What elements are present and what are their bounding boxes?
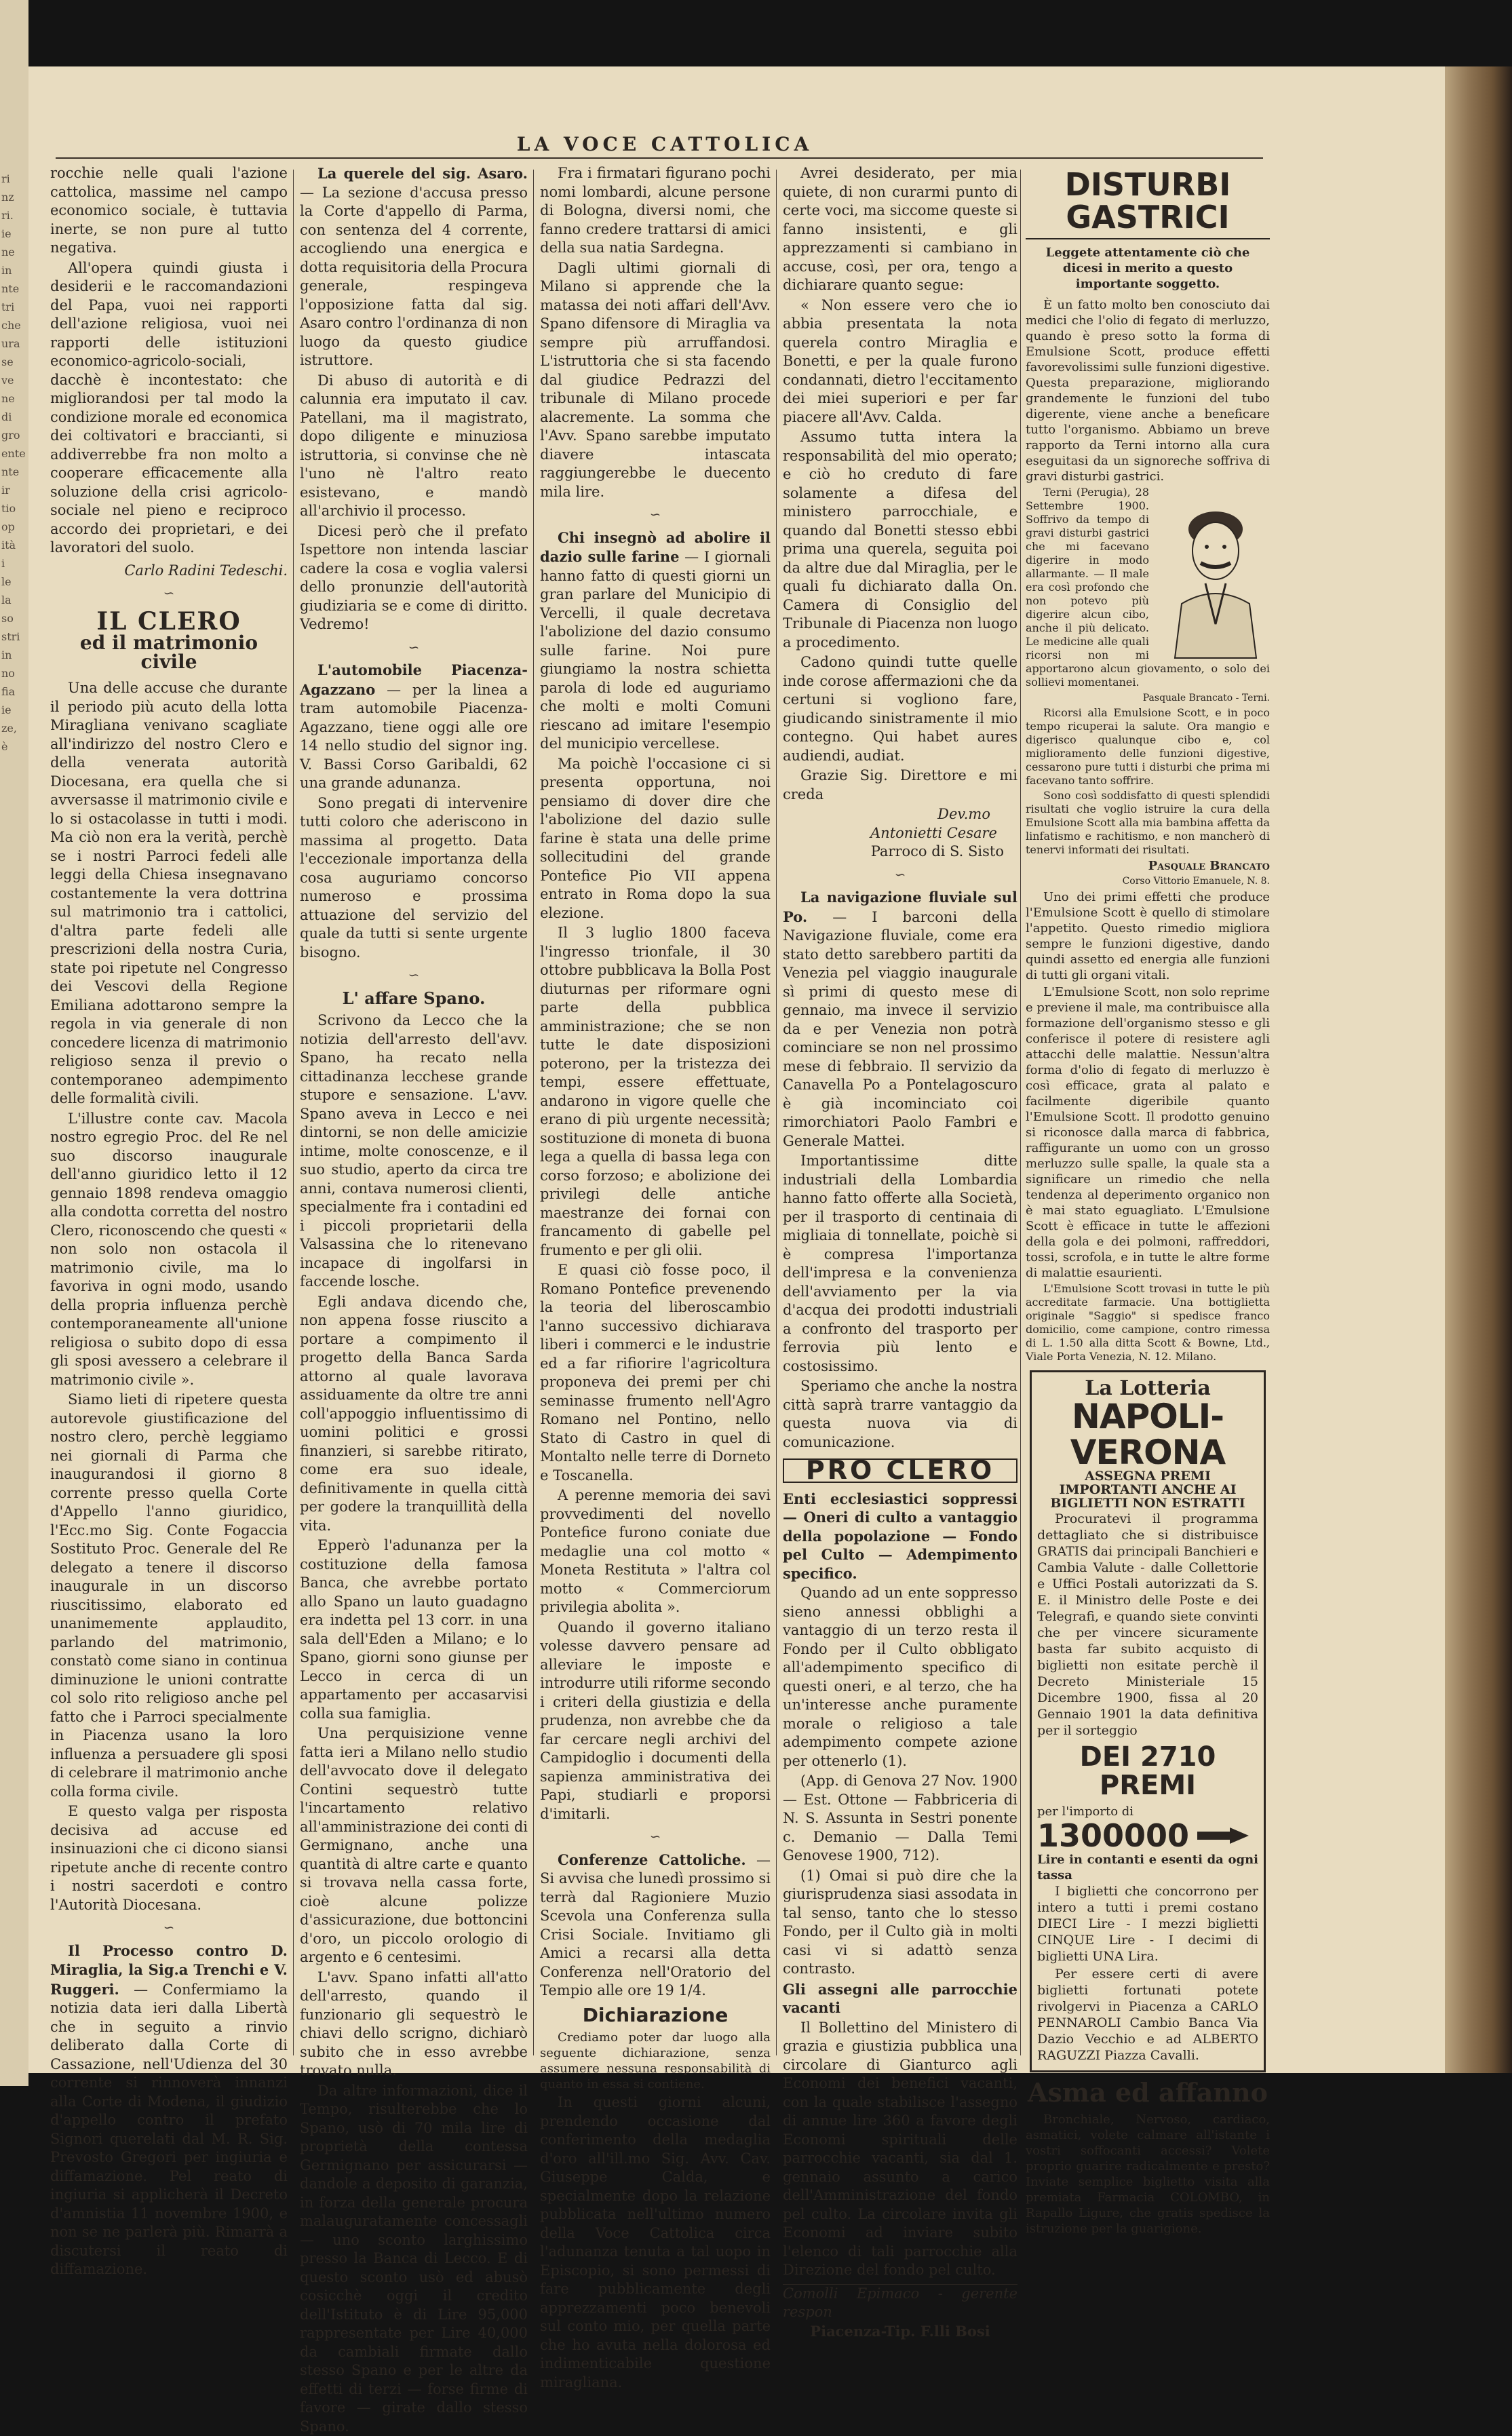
pointing-hand-icon xyxy=(1196,1823,1250,1848)
article-paragraph: Una perquisizione venne fatta ieri a Milano nello studio dell'avvocato dove il delegato Contini sequestrò tutte l'incartamento relativo all'amministrazione dei conti di Germignano, anche una quantità di altre carte e quanto si trovava nella cassa forte, cioè alcune polizze d'assicurazione, due bottoncini d'oro, un piccolo orologio di argento e 6 centesimi. xyxy=(300,1724,528,1967)
edge-fragment: ve xyxy=(0,371,28,389)
article-paragraph: Da altre informazioni, dice il Tempo, risulterebbe che lo Spano, usò di 70 mila lire di proprietà della contessa Germignano per assicurarsi — dandole a deposito di garanzia, in forza della generale procura malauguratamente concessagli — uno sconto larghissimo presso la Banca di Lecco. E di questo sconto usò ed abusò cosicchè oggi il credito dell'Istituto è di Lire 95,000 rappresentate per Lire 40,000 da cambiali firmate dallo stesso Spano e per le altre da effetti di terzi — forse firme di favore — girate dallo stesso Spano. xyxy=(300,2082,528,2436)
signature-line: Dev.mo xyxy=(783,805,1017,824)
article-paragraph: Il Bollettino del Ministero di grazia e giustizia pubblica una circolare di Gianturco agli Economi dei benefici vacanti, con la quale stabilisce l'assegno di annue lire 360 a favore degli Economi spirituali delle parrocchie vacanti, sia dal 1. gennaio assunto a carico dell'Amministrazione del fondo pel culto. La circolare invita gli Economi ad inviare subito l'elenco di tali parrocchie alla Direzione del fondo pel culto. xyxy=(783,2019,1017,2280)
lottery-premi: DEI 2710 PREMI xyxy=(1037,1743,1258,1800)
column-4 xyxy=(783,164,1017,2036)
column-2 xyxy=(300,164,528,2036)
article-headline: La querele del sig. Asaro. xyxy=(317,165,528,182)
edge-fragment: tri xyxy=(0,298,28,316)
edge-fragment: che xyxy=(0,316,28,334)
edge-fragment: la xyxy=(0,591,28,609)
signature-name: Antonietti Cesare xyxy=(783,824,1017,843)
edge-fragment: ità xyxy=(0,536,28,554)
article-paragraph: In questi giorni alcuni, prendendo occasione dal conferimento della medaglia d'oro all'ill.mo Sig. Avv. Cav. Giuseppe Calda, e specialmente dopo la relazione pubblicata nell'ultimo numero della Voce Cattolica circa l'adunanza tenuta a tal uopo in Episcopio, si sono permessi di fare pubblicamente degli apprezzamenti poco benevoli sul conto mio, per quella parte che ho avuta nella dolorosa ed indimenticabile questione miragliana. xyxy=(540,2093,771,2392)
section-title: IL CLERO xyxy=(50,613,288,632)
ad-scott-emulsion xyxy=(1026,164,1270,1364)
article-paragraph: Dagli ultimi giornali di Milano si apprende che la matassa dei noti affari dell'Avv. Spano difensore di Miraglia va sempre più arruffandosi. L'istruttoria che si sta facendo dal giudice Pedrazzi del tribunale di Milano procede alacremente. La somma che l'Avv. Spano sarebbe imputato diavere intascata raggiungerebbe le duecento mila lire. xyxy=(540,259,771,502)
article-tail: rocchie nelle quali l'azione cattolica, massime nel campo economico sociale, è tuttavia inerte, se non pure al tutto negativa. xyxy=(50,164,288,258)
article-text: — Confermiamo la notizia data ieri dalla Libertà che in seguito a rinvio deliberato dalla Corte di Cassazione, nell'Udienza del 30 corrente si rinnoverà innanzi alla Corte di Modena, il giudizio d'appello contro il prefato Signori querelati dal M. R. Sig. Prevosto Gregori per ingiuria e diffamazione. Pel reato di ingiuria si applicherà il Decreto d'amnistia 11 novembre 1900, e non se ne parlerà più. Rimarrà a discutersi il reato di diffamazione. xyxy=(50,1981,288,2278)
separator-ornament: ∽ xyxy=(540,1828,771,1847)
article-paragraph: Il 3 luglio 1800 faceva l'ingresso trionfale, il 30 ottobre pubblicava la Bolla Post diuturnas per riformare ogni parte della pubblica amministrazione; che se non tutte le date disposizioni poterono, per la tristezza dei tempi, essere effettuate, andarono in vigore quelle che erano di più urgente necessità; sostituzione di moneta di buona lega a quella di bassa lega con corso forzoso; e abolizione dei privilegi delle antiche maestranze dei fornai con francamento di gabelle pel frumento e per gli olii. xyxy=(540,924,771,1260)
lottery-title-2: NAPOLI-VERONA xyxy=(1037,1399,1258,1470)
portrait-caption: Pasquale Brancato - Terni. xyxy=(1026,691,1270,706)
lottery-amount: 1300000 xyxy=(1037,1819,1189,1852)
article-signature: Carlo Radini Tedeschi. xyxy=(50,562,288,581)
edge-fragment: nte xyxy=(0,279,28,298)
section-banner: PRO CLERO xyxy=(783,1458,1017,1483)
column-3 xyxy=(540,164,771,2036)
article-headline: Gli assegni alle parrocchie vacanti xyxy=(783,1980,1017,2017)
ad-testimonial: Ricorsi alla Emulsione Scott, e in poco tempo ricuperai la salute. Ora mangio e digerisco qualunque cibo e, col miglioramento delle funzioni digestive, cessarono pure tutti i disturbi che prima mi facevano tanto soffrire. xyxy=(1026,706,1270,788)
separator-ornament: ∽ xyxy=(300,966,528,985)
ad-signature-address: Corso Vittorio Emanuele, N. 8. xyxy=(1026,874,1270,889)
separator-ornament: ∽ xyxy=(783,866,1017,885)
article-paragraph: Crediamo poter dar luogo alla seguente dichiarazione, senza assumere nessuna responsabilità di quanto in essa si contiene. xyxy=(540,2030,771,2092)
section-subtitle: ed il matrimonio civile xyxy=(50,634,288,671)
article-headline: L' affare Spano. xyxy=(300,989,528,1008)
article-text: — I giornali hanno fatto di questi giorni un gran parlare del Municipio di Vercelli, il quale decretava l'abolizione del dazio consumo sulle farine. Noi pure giungiamo la nostra schietta parola di lode ed auguriamo che molti e molti Comuni riescano ad imitare l'esempio del municipio vercellese. xyxy=(540,549,771,752)
edge-fragment: ri. xyxy=(0,206,28,225)
article-paragraph: Una delle accuse che durante il periodo più acuto della lotta Miragliana venivano scagliate all'indirizzo del nostro Clero e della venerata autorità Diocesana, era quella che si avversasse il matrimonio civile e lo si ostacolasse in tutti i modi. Ma ciò non era la verità, perchè se i nostri Parroci fedeli alle leggi della Chiesa insegnavano costantemente la vera dottrina sul matrimonio tra i cattolici, d'altra parte fedeli alle prescrizioni della nostra Curia, state poi ripetute nel Congresso dei Vescovi della Regione Emiliana adottarono sempre la regola in via generale di non concedere licenza di matrimonio religioso senza il previo o contemporaneo adempimento delle formalità civili. xyxy=(50,679,288,1108)
column-rule xyxy=(1020,170,1021,2055)
article-headline: Il Processo contro D. Miraglia, la Sig.a Trenchi e V. Ruggeri. xyxy=(50,1942,288,1998)
column-1 xyxy=(50,164,288,2036)
article-headline: La navigazione fluviale sul Po. xyxy=(783,889,1017,925)
edge-fragment: se xyxy=(0,353,28,371)
edge-fragment: op xyxy=(0,518,28,536)
edge-fragment: gro xyxy=(0,426,28,444)
separator-ornament: ∽ xyxy=(540,505,771,524)
edge-fragment: ura xyxy=(0,334,28,353)
separator-ornament: ∽ xyxy=(50,584,288,603)
edge-fragment: tio xyxy=(0,499,28,518)
edge-fragment: in xyxy=(0,261,28,279)
edge-fragment: i xyxy=(0,554,28,573)
lottery-importo: per l'importo di xyxy=(1037,1804,1258,1819)
article-paragraph: Sono pregati di intervenire tutti coloro che aderiscono in massima al progetto. Data l'eccezionale importanza della cosa auguriamo concorso numeroso e prossima attuazione del servizio del quale da tutti si sente urgente bisogno. xyxy=(300,794,528,963)
article-headline: L'automobile Piacenza-Agazzano xyxy=(300,661,528,698)
edge-fragment: nz xyxy=(0,188,28,206)
ad-signature: Pasquale Brancato xyxy=(1026,858,1270,874)
ad-paragraph: L'Emulsione Scott, non solo reprime e previene il male, ma contribuisce alla formazione dell'organismo stesso e gli conferisce il potere di resistere agli attacchi delle malattie. Nessun'altra forma d'olio di fegato di merluzzo è così efficace, grata al palato e facilmente digeribile quanto l'Emulsione Scott. Il prodotto genuino si riconosce dalla marca di fabbrica, raffigurante un uomo con un grosso merluzzo sulle spalle, la quale sta a significare un rimedio che nella tendenza al deperimento organico non è mai stato eguagliato. L'Emulsione Scott è efficace in tutte le affezioni della gola e dei polmoni, raffreddori, tossi, scrofola, e in tutte le altre forme di malattie esaurienti. xyxy=(1026,984,1270,1281)
article-paragraph: Avrei desiderato, per mia quiete, di non curarmi punto di certe voci, ma siccome queste si fanno insistenti, e gli apprezzamenti si cambiano in accuse, così, per ora, tengo a dichiarare quanto segue: xyxy=(783,164,1017,295)
ad-testimonial: Sono così soddisfatto di questi splendidi risultati che voglio istruire la cura della Emulsione Scott alla mia bambina affetta da linfatismo e rachitismo, e non mancherò di tenervi informati dei risultati. xyxy=(1026,789,1270,857)
ad-paragraph: È un fatto molto ben conosciuto dai medici che l'olio di fegato di merluzzo, quando è preso sotto la forma di Emulsione Scott, produce effetti favorevolissimi sulle funzioni digestive. Questa preparazione, migliorando grandemente le funzioni del tubo digerente, viene anche a beneficare tutto l'organismo. Abbiamo un breve rapporto da Terni intorno alla cura eseguitasi da un signoreche soffriva di gravi disturbi gastrici. xyxy=(1026,297,1270,484)
article-paragraph: Scrivono da Lecco che la notizia dell'arresto dell'avv. Spano, ha recato nella cittadinanza lecchese grande stupore e sensazione. L'avv. Spano aveva in Lecco e nei dintorni, se non delle amicizie intime, molte conoscenze, e il suo studio, aperto da circa tre anni, contava numerosi clienti, specialmente fra i contadini ed i piccoli proprietarii della Valsassina che lo ritenevano incapace di ingolfarsi in faccende losche. xyxy=(300,1011,528,1292)
ad-asthma xyxy=(1026,2079,1270,2237)
ad-title: Asma ed affanno xyxy=(1026,2079,1270,2106)
edge-fragment: fia xyxy=(0,682,28,701)
edge-fragment: di xyxy=(0,408,28,426)
article-paragraph: Speriamo che anche la nostra città saprà trarre vantaggio da questa nuova via di comunicazione. xyxy=(783,1377,1017,1452)
separator-ornament: ∽ xyxy=(50,1918,288,1937)
article-headline: Dichiarazione xyxy=(540,2006,771,2025)
lottery-amount-row xyxy=(1037,1819,1258,1852)
edge-fragment: in xyxy=(0,646,28,664)
edge-fragment: ir xyxy=(0,481,28,499)
article-text: — Si avvisa che lunedì prossimo si terrà dal Ragioniere Muzio Scevola una Conferenza sulla Crisi Sociale. Invitiamo gli Amici a recarsi alla detta Conferenza nell'Oratorio del Tempio alle ore 19 1/4. xyxy=(540,1852,771,1999)
ad-paragraph: Uno dei primi effetti che produce l'Emulsione Scott è quello di stimolare l'appetito. Questo rimedio migliora sempre le funzioni digestive, dando quindi assetto ed energia alle funzioni di tutti gli organi vitali. xyxy=(1026,889,1270,983)
article-paragraph: A perenne memoria dei savi provvedimenti del novello Pontefice furono coniate due medaglie una col motto « Moneta Restituta » l'altra col motto « Commerciorum privilegia abolita ». xyxy=(540,1486,771,1617)
edge-fragment: so xyxy=(0,609,28,627)
footer-printer: Piacenza-Tip. F.lli Bosi xyxy=(783,2322,1017,2341)
article-paragraph: (1) Omai si può dire che la giurisprudenza siasi assodata in tal senso, tanto che lo stesso Fondo, per il Culto già in molti casi vi si adattò senza contrasto. xyxy=(783,1867,1017,1979)
article-paragraph: Importantissime ditte industriali della Lombardia hanno fatto offerte alla Società, per il trasporto di centinaia di migliaia di tonnellate, poichè si è compresa l'importanza dell'impresa e la convenienza dell'avviamento per la via d'acqua dei prodotti industriali a confronto del trasporto per ferrovia più lento e costosissimo. xyxy=(783,1152,1017,1376)
article-text: — La sezione d'accusa presso la Corte d'appello di Parma, con sentenza del 4 corrente, accogliendo una energica e dotta requisitoria della Procura generale, respingeva l'opposizione fatta dal sig. Asaro contro l'ordinanza di non luogo da questo giudice istruttore. xyxy=(300,185,528,369)
article-paragraph: Assumo tutta intera la responsabilità del mio operato; e ciò ho creduto di fare solamente a difesa del ministero parrocchiale, e quando dal Bonetti stesso ebbi prima una querela, seguita poi da altre due dal Miraglia, per le quali fu dichiarato dalla On. Camera di Consiglio del Tribunale di Piacenza non luogo a procedimento. xyxy=(783,428,1017,652)
previous-page-edge xyxy=(0,0,28,2086)
article-text: — per la linea a tram automobile Piacenza-Agazzano, tiene oggi alle ore 14 nello studio del signor ing. V. Bassi Corso Garibaldi, 62 una grande adunanza. xyxy=(300,682,528,792)
edge-fragment: le xyxy=(0,573,28,591)
article-paragraph: Fra i firmatari figurano pochi nomi lombardi, alcune persone di Bologna, diversi nomi, che fanno credere trattarsi di amici della sua natia Sardegna. xyxy=(540,164,771,258)
lottery-paragraph: I biglietti che concorrono per intero a tutti i premi costano DIECI Lire - I mezzi biglietti CINQUE Lire - I decimi di biglietti UNA Lira. xyxy=(1037,1883,1258,1965)
column-rule xyxy=(293,170,294,2055)
article-paragraph: Grazie Sig. Direttore e mi creda xyxy=(783,767,1017,804)
edge-fragment: ne xyxy=(0,243,28,261)
page-header: LA VOCE CATTOLICA xyxy=(54,133,1275,160)
article-paragraph: Quando il governo italiano volesse davvero pensare ad alleviare le imposte e introdurre utili riforme secondo i criteri della giustizia e della prudenza, non avrebbe che da far cercare negli archivi del Campidoglio i documenti della sapienza amministrativa dei Papi, studiarli e proporsi d'imitarli. xyxy=(540,1619,771,1824)
article-headline: Chi insegnò ad abolire il dazio sulle farine xyxy=(540,529,771,566)
edge-fragment: ie xyxy=(0,225,28,243)
signature-title: Parroco di S. Sisto xyxy=(783,843,1017,862)
article-paragraph: Ma poichè l'occasione ci si presenta opportuna, noi pensiamo di dover dire che l'abolizione del dazio sulle farine è stata una delle prime sollecitudini del grande Pontefice Pio VII appena entrato in Roma dopo la sua elezione. xyxy=(540,755,771,923)
article-paragraph: Dicesi però che il prefato Ispettore non intenda lasciar cadere la cosa e voglia valersi dello pronunzie dell'autorità giudiziaria se e come di diritto. Vedremo! xyxy=(300,522,528,634)
ad-testimonial: Terni (Perugia), 28 Settembre 1900. Soffrivo da tempo di gravi disturbi gastrici che mi facevano digerire in modo allarmante. — Il male era così profondo che non potevo più digerire alcun cibo, anche il più delicato. Le medicine alle quali ricorsi non mi apportarono alcun giovamento, o solo dei sollievi momentanei. xyxy=(1026,486,1270,689)
article-paragraph: Di abuso di autorità e di calunnia era imputato il cav. Patellani, ma il magistrato, dopo diligente e minuziosa istruttoria, si convinse che nè l'uno nè l'altro reato esistevano, e mandò all'archivio il processo. xyxy=(300,372,528,521)
edge-fragment: ie xyxy=(0,701,28,719)
header-rule xyxy=(56,157,1263,159)
edge-fragment: ente xyxy=(0,444,28,463)
portrait-illustration xyxy=(1155,488,1270,658)
edge-fragment: nte xyxy=(0,463,28,481)
edge-fragment: ne xyxy=(0,389,28,408)
edge-fragment: ri xyxy=(0,170,28,188)
article-paragraph: Siamo lieti di ripetere questa autorevole giustificazione del nostro clero, perchè leggiamo nei giornali di Parma che inaugurandosi il giorno 8 corrente presso quella Corte d'Appello l'anno giuridico, l'Ecc.mo Sig. Conte Fogaccia Sostituto Proc. Generale del Re delegato a tenere il discorso inaugurale in un discorso riuscitissimo, elaborato ed unanimemente applaudito, parlando del matrimonio, constatò come siano in continua diminuzione le unioni contratte col solo rito religioso anche pel fatto che i Parroci specialmente in Piacenza usano la loro influenza a persuadere gli sposi di celebrare il matrimonio anche colla forma civile. xyxy=(50,1391,288,1801)
article-paragraph: L'avv. Spano infatti all'atto dell'arresto, quando il funzionario gli sequestrò le chiavi dello scrigno, dichiarò subito che in esso avrebbe trovato nulla. xyxy=(300,1969,528,2081)
book-binding xyxy=(1445,66,1512,2073)
column-rule xyxy=(776,170,777,2055)
article-text: — I barconi della Navigazione fluviale, come era stato detto sarebbero partiti da Venezia pel viaggio inaugurale sì primi di questo mese di gennaio, ma invece il servizio da e per Venezia non potrà cominciare se non nel prossimo mese di febbraio. Il servizio da Canavella Po a Pontelagoscuro è già incominciato coi rimorchiatori Paolo Fambri e Generale Mattei. xyxy=(783,909,1017,1149)
lottery-lire: Lire in contanti e esenti da ogni tassa xyxy=(1037,1852,1258,1883)
edge-fragment: stri xyxy=(0,627,28,646)
ad-paragraph: L'Emulsione Scott trovasi in tutte le più accreditate farmacie. Una bottiglietta originale "Saggio" si spedisce franco domicilio, come campione, contro rimessa di L. 1.50 alla ditta Scott & Bowne, Ltd., Viale Porta Venezia, N. 12. Milano. xyxy=(1026,1282,1270,1364)
article-paragraph: L'illustre conte cav. Macola nostro egregio Proc. del Re nel suo discorso inaugurale dell'anno giuridico letto il 12 gennaio 1898 rendeva omaggio alla condotta corretta del nostro Clero, riconoscendo che questi « non solo non ostacola il matrimonio civile, ma lo favoriva in ogni modo, usando della propria influenza perchè contemporaneamente all'unione religiosa o subito dopo di essa gli sposi avessero a celebrare il matrimonio civile ». xyxy=(50,1110,288,1390)
separator-ornament: ∽ xyxy=(300,638,528,657)
column-rule xyxy=(533,170,534,2055)
edge-fragment: no xyxy=(0,664,28,682)
article-headline: Conferenze Cattoliche. xyxy=(558,1851,746,1868)
article-paragraph: All'opera quindi giusta i desiderii e le raccomandazioni del Papa, vuoi nei rapporti dell'azione religiosa, vuoi nei rapporti delle istituzioni economico-agricolo-sociali, dacchè è incontestato: che migliorandosi per tal modo la condizione morale ed economica dei coltivatori e braccianti, si addiverrebbe fra non molto a cooperare efficacemente alla soluzione della crisi agricolo-sociale nel pieno e reciproco accordo dei proprietari, e dei lavoratori del suolo. xyxy=(50,259,288,558)
article-paragraph: Cadono quindi tutte quelle inde corose affermazioni che da certuni si vogliono fare, giudicando sinistramente il mio contegno. Qui habet aures audiendi, audiat. xyxy=(783,653,1017,765)
article-paragraph: (App. di Genova 27 Nov. 1900 — Est. Ottone — Fabbriceria di N. S. Assunta in Sestri ponente c. Demanio — Dalla Temi Genovese 1900, 712). xyxy=(783,1772,1017,1865)
lottery-title-3: ASSEGNA PREMI IMPORTANTI ANCHE AI BIGLIETTI NON ESTRATTI xyxy=(1037,1470,1258,1511)
article-paragraph: Quando ad un ente soppresso sieno annessi obblighi a vantaggio di un terzo resta il Fondo per il Culto obbligato all'adempimento specifico di questi oneri, e al terzo, che ha un'interesse anche puramente morale o religioso a tale adempimento compete azione per ottenerlo (1). xyxy=(783,1584,1017,1771)
edge-fragment: ze, xyxy=(0,719,28,737)
column-ads xyxy=(1026,164,1270,2036)
article-paragraph: « Non essere vero che io abbia presentata la nota querela contro Miraglia e Bonetti, e per la quale furono condannati, dietro l'eccitamento dei miei superiori e per far piacere all'Avv. Calda. xyxy=(783,296,1017,427)
ad-lottery xyxy=(1030,1370,1266,2073)
ad-title: DISTURBI GASTRICI xyxy=(1026,164,1270,239)
lottery-paragraph: Per essere certi di avere biglietti fortunati potete rivolgervi in Piacenza a CARLO PENNAROLI Cambio Banca Via Dazio Vecchio e ad ALBERTO RAGUZZI Piazza Cavalli. xyxy=(1037,1966,1258,2064)
article-paragraph: Egli andava dicendo che, non appena fosse riuscito a portare a compimento il progetto della Banca Sarda attorno al quale lavorava assiduamente da oltre tre anni coll'appoggio influentissimo di uomini politici e grossi finanzieri, si sarebbe ritirato, come era suo ideale, definitivamente in quella città per godere la tranquillità della vita. xyxy=(300,1293,528,1536)
lottery-paragraph: Procuratevi il programma dettagliato che si distribuisce GRATIS dai principali Banchieri e Cambia Valute - dalle Collettorie e Uffici Postali autorizzati da S. E. il Ministro delle Poste e dei Telegrafi, e quando siete convinti che per vincere sicuramente basta far subito acquisto di biglietti non esitate perchè il Decreto Ministeriale 15 Dicembre 1900, fissa al 20 Gennaio 1901 la data definitiva per il sorteggio xyxy=(1037,1511,1258,1739)
edge-fragment: è xyxy=(0,737,28,756)
article-headline: Enti ecclesiastici soppressi — Oneri di culto a vantaggio della popolazione — Fondo pel Culto — Adempimento specifico. xyxy=(783,1490,1017,1583)
footer-gerente: Comolli Epimaco - gerente respon xyxy=(783,2284,1017,2322)
article-paragraph: E questo valga per risposta decisiva ad accuse ed insinuazioni che ci dicono siansi ripetute anche di recente contro i nostri sacerdoti e contro l'Autorità Diocesana. xyxy=(50,1802,288,1914)
ad-paragraph: Bronchiale, Nervoso, cardiaco, asmatici, volete calmare all'istante i vostri soffocanti accessi? Volete proprio guarire radicalmente e presto? Inviate semplice biglietto visita alla premiata Farmacia COLOMBO, in Rapallo Ligure, che gratis spedisce la istruzione per la guarigione. xyxy=(1026,2112,1270,2237)
ad-subtitle: Leggete attentamente ciò che dicesi in merito a questo importante soggetto. xyxy=(1026,245,1270,292)
article-paragraph: E quasi ciò fosse poco, il Romano Pontefice prevenendo la teoria del liberoscambio l'anno successivo dichiarava liberi i commerci e le industrie ed a far rifiorire l'agricoltura proponeva dei premi per chi seminasse frumento nell'Agro Romano nel Pontino, nello Stato di Castro in quel di Montalto nelle terre di Dorneto e Toscanella. xyxy=(540,1261,771,1485)
article-paragraph: Epperò l'adunanza per la costituzione della famosa Banca, che avrebbe portato allo Spano un lauto guadagno era indetta pel 13 corr. in una sala dell'Eden a Milano; e lo Spano, giorni sono giunse per Lecco in cerca di un appartamento per accasarvisi colla sua famiglia. xyxy=(300,1536,528,1723)
lottery-title-1: La Lotteria xyxy=(1037,1378,1258,1399)
